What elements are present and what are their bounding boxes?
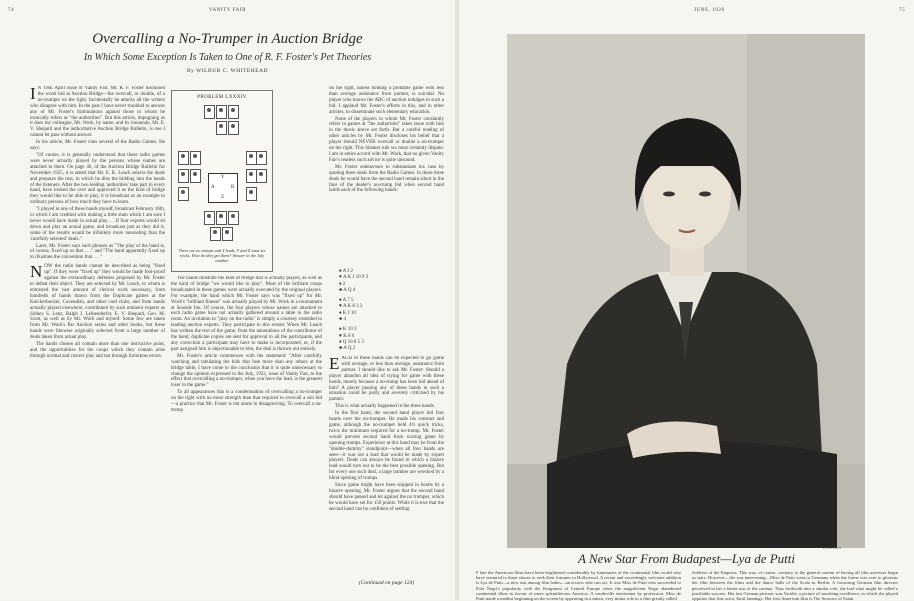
example-hands <box>329 269 444 357</box>
photo-title: A New Star From Budapest—Lya de Putti <box>578 551 795 566</box>
problem-title: PROBLEM LXXXIV <box>197 95 247 100</box>
paragraph: This is what actually happened in the three hands: <box>335 404 435 410</box>
photo-caption-left: F late the American films have been brightened considerably by luminaries of the continental film world who have ventured to these shores to seek their fortunes in Hollywood. A recent and exceedingly welcome addition is Lya de Putti—a new star among film ladies—an actress who can act. It was Miss de Putti who succeeded to Pola Negri's popularity with the Kingsmen of Central Europe when the magnificent Negri abandoned continental films in favour of more splendiferous America. A vaudeville entertainer by profession, Miss de Putti made a modest beginning on the screen by appearing in a minor, very minor role in a film greatly called <box>476 570 681 601</box>
continued-notice: (Continued on page 124) <box>358 580 415 586</box>
column-3 <box>329 86 444 266</box>
paragraph: Since game might have been stopped in hearts by a bizarre opening, Mr. Foster argues that the second hand should have passed and let against the no trumper, which he would have set for 150 points. While it is true that the second hand can be confident of settling <box>329 483 444 512</box>
playing-card-icon <box>190 151 201 165</box>
paragraph: In his article, Mr. Foster cites several of the Radio Games. He says: <box>30 140 165 152</box>
playing-card-icon <box>178 169 189 183</box>
column-1 <box>30 86 165 578</box>
paragraph: on the right, unless holding a probable game with less than average assistance from partner, is suicidal. No player who knows the ABC of auction indulges in such a bid. I applaud Mr. Foster's efforts in this, and in other articles, to disseminate such elementary education. <box>329 86 444 115</box>
article-subtitle: In Which Some Exception Is Taken to One of R. F. Foster's Pet Theories <box>83 52 372 63</box>
paragraph: I N THE April issue of Vanity Fair, Mr. R. F. Foster discussed the worst bid at Auction Bridge—the overcall, or double, of a no-trumper on the right. Incidentally he attacks all the writers who disagree with him. In the past I have never troubled to answer any of Mr. Foster's fulminations against those to whom he ironically refers as "the authorities". But this article, impugning as it does my colleague, Mr. Work, by name, and by innuendo, Mr. E. V. Shepard and the authoritative Auction Bridge Bulletin, is one I cannot let pass without answer. <box>30 86 165 139</box>
left-page <box>0 0 455 600</box>
portrait-illustration <box>507 34 865 548</box>
magazine-name: VANITY FAIR <box>208 8 247 13</box>
paragraph: The hands illustrate the kind of bridge that is actually played, as well as the kind of bridge "we would like to play". Most of the brilliant coups broadcasted in these games were actually executed by the original players. For example, the hand which Mr. Foster says was "fixed up" for Mr. Work's "brilliant finesse" was actually played by Mr. Work in a tournament at Seaside Inn. Of course, the four players whose names are attached to each radio game have not actually gathered around a table in the radio room. An invitation to "play on the radio" is simply a courtesy extended to leading auction experts. They participate to this extent: When Mr. Leach has written the text of the game, from the annotations of the contributor of the hand, duplicate copies are sent for approval to all the participants, and any correction a participant may have to make is incorporated, or, if the part assigned him is objectionable to him, the deal is thrown out entirely. <box>171 276 322 352</box>
drop-cap: I <box>30 86 36 103</box>
column-3-continued <box>329 356 444 578</box>
column-2 <box>171 276 322 578</box>
paragraph: Later, Mr. Foster says such phrases as "The play of the hand is, of course, fixed up so that . . ." and "The hand apparently fixed up to illustrate the convention that . . ." <box>30 243 165 261</box>
example-hand: ♠ A 7 5 ♥ A K 8 3 2 ♦ K J 10 ♣ 4 <box>339 298 363 323</box>
left-folio: 74 <box>8 8 15 13</box>
playing-card-icon <box>204 105 215 119</box>
photo-credit: STEICHEN <box>822 546 842 550</box>
paragraph: None of the players to whom Mr. Foster constantly refers in games at "the authorities" takes issue with him in the thesis above set forth. But a careful reading of other articles by Mr. Foster discloses his belief that a player should NEVER overcall or double a no-trumper on the right. This blanket rule we most certainly dispute. I am in entire accord with Mr. Work, that no given Vanity Fair's readers such advice is quite unsound. <box>329 116 444 163</box>
playing-card-icon <box>256 169 267 183</box>
seat-east: B <box>231 185 235 190</box>
playing-card-icon <box>178 187 189 201</box>
playing-card-icon <box>216 105 227 119</box>
playing-card-icon <box>228 121 239 135</box>
right-folio: 75 <box>899 8 906 13</box>
playing-card-icon <box>190 169 201 183</box>
problem-caption: There are no trumps and Y leads. Y and Z want six tricks. How do they get them? Answer in the July number <box>178 248 266 263</box>
photo-caption-right: Soldiers of the Empress. This was, of course, contrary to the general current of having all film actresses begin as stars. However—the war intervening—Miss de Putti went to Germany when the frame was over to glorious her film between the films and the dance halls of the Scala in Berlin. A favouring German film director perceived in her a latent star of the cinema. Thus forthwith into a similar role, she had what might be called a justifiable success. Her fast German pictures was Variété, a picture of smashing excellence, in which she played opposite that fine actor, Emil Jannings. Her first American film is The Sorrows of Satan <box>692 570 898 601</box>
paragraph: "I played in one of these hands myself, broadcast February 16th, in which I am credited with making a little slam which I am sure I never would have made in actual play. . . If four experts would sit down and play an actual game, and broadcast just as they did it, some of the results would be infinitely more interesting than the 'carefully selected' deals." <box>30 207 165 242</box>
seat-compass <box>208 173 238 203</box>
seat-north: Y <box>221 175 225 180</box>
playing-card-icon <box>228 105 239 119</box>
paragraph: The hands chosen all contain more than one instructive point, and the opportunities for the coups which they contain arise through normal and correct play and not through fortuitous errors. <box>30 342 165 359</box>
paragraph: Mr. Foster's article commences with the statement: "After carefully watching and tabulating the bids that lose more than any others at the bridge table, I have come to the conclusion that it is quite unnecessary to change the opinion expressed in the July, 1922, issue of Vanity Fair, to the effect that overcalling a no-trumper, when you have the lead, is the greatest loser in the game." <box>171 353 322 389</box>
drop-cap: N <box>30 262 43 282</box>
example-hand: ♠ K 10 3 ♥ K 8 6 ♦ Q 10 8 5 3 ♣ A Q 2 <box>339 327 364 352</box>
paragraph: To all appearances this is a condemnation of overcalling a no-trumper on the right with no more strength than that required to overcall a suit bid—a practice that Mr. Foster is not alone in disapproving. To overcall a no-trump <box>171 390 322 413</box>
playing-card-icon <box>210 227 221 241</box>
drop-cap: E <box>329 356 340 373</box>
playing-card-icon <box>256 151 267 165</box>
paragraph: Mr. Foster endeavours to substantiate his case by quoting three deals from the Radio Games. In these three deals he would have the second hand remain silent in the face of the dealer's no-trump bid when second hand holds each of the following hands: <box>329 164 444 194</box>
paragraph: NOW the radio hands cannot be described as being "fixed up". If they were "fixed up" they would be made fool-proof against the extraordinary defenses proposed by Mr. Foster to defeat their object. They are selected by Mr. Leach, to whom is entrusted the vast amount of clerical work necessary, from hundreds of hands drawn from the Duplicate games at the Knickerbocker, Cavendish, and other card clubs, and from hands actually played elsewhere, contributed by such eminent experts as Sidney S. Lenz, Ralph J. Leibenderfer, E. V. Shepard, Geo. M. Scott, as well as by Mr. Work and myself. Some few are taken from Mr. Work's Par Auction series and other books, but these hands were likewise originally selected from a large number of deals taken from actual play. <box>30 262 165 341</box>
bridge-problem-diagram <box>171 90 273 272</box>
playing-card-icon <box>246 187 257 201</box>
playing-card-icon <box>216 121 227 135</box>
portrait-photo <box>507 34 865 548</box>
seat-south: Z <box>221 195 225 200</box>
playing-card-icon <box>178 151 189 165</box>
paragraph: In the first hand, the second hand player bid four hearts over the no-trumper. He made his contract and game, although the no-trumper held 4½ quick tricks, twice the minimum required for a no-trump. Mr. Foster would prevent second hand from scoring game by opening trumps. Experience at this hand may be from the "double-dummy" standpoint—when all four hands are seen—it was not a lead that would be made by expert players. Deals can always be found in which a bizarre lead would turn out to be the best possible opening. But for every one such deal, a large number are wrecked by a blind opening of trumps. <box>329 411 444 482</box>
playing-card-icon <box>228 211 239 225</box>
playing-card-icon <box>204 211 215 225</box>
seat-west: A <box>211 185 215 190</box>
paragraph: "Of course, it is generally understood that these radio games were never actually played by the persons whose names are attached to them. On page 46, of the Auction Bridge Bulletin for November 1925, it is stated that Mr. E. K. Leach selects the deals and prepares the text, in which he dins the bidding into the heads of the listeners. After the two leading 'authorities' take part in every hand, have looked the over and approved it as the kind of bridge they would like to be able to play, it is broadcast as an example to ordinary persons of how much they have to learn. <box>30 152 165 206</box>
issue-date: JUNE, 1926 <box>694 8 725 13</box>
playing-card-icon <box>222 227 233 241</box>
paragraph: EACH of these hands can be expected to go game with average, or less than average, assistance from partner. I should like to ask Mr. Foster: Should a player abandon all idea of trying for game with these hands, merely because a no-trump has been bid ahead of him? A player passing any of these hands in such a situation could be justly and severely criticised by his partner. <box>329 356 444 403</box>
playing-card-icon <box>216 211 227 225</box>
article-byline: By WILBUR C. WHITEHEAD <box>186 68 269 74</box>
example-hand: ♠ A J 2 ♥ A K J 10 9 3 ♦ 2 ♣ A Q 4 <box>339 269 369 293</box>
article-title: Overcalling a No-Trumper in Auction Bridge <box>92 31 363 47</box>
